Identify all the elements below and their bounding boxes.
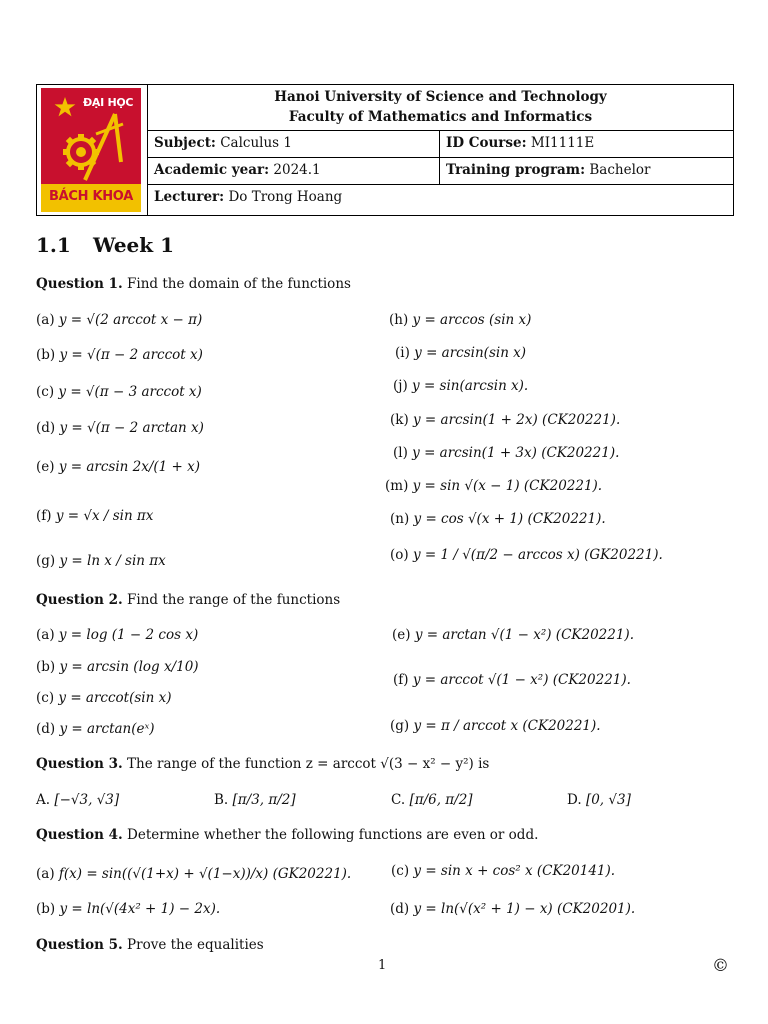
logo-cell (37, 85, 148, 215)
question-3-text: The range of the function z = arccot √(3 − x² − y²) is (127, 756, 490, 772)
academic-year-label: Academic year: (154, 162, 270, 178)
subject-label: Subject: (154, 135, 216, 151)
question-1-heading (36, 276, 351, 292)
training-program-label: Training program: (446, 162, 586, 178)
q1-item-j: (j) y = sin(arcsin x). (393, 378, 529, 394)
q2-item-c: (c) y = arccot(sin x) (36, 690, 172, 706)
q4-item-b: (b) y = ln(√(4x² + 1) − 2x). (36, 901, 221, 917)
section-title (36, 233, 174, 257)
q4-item-d: (d) y = ln(√(x² + 1) − x) (CK20201). (390, 901, 636, 917)
question-3-label: Question 3. (36, 756, 123, 772)
section-name: Week 1 (93, 233, 175, 257)
q2-item-b: (b) y = arcsin (log x/10) (36, 659, 199, 675)
lecturer-label: Lecturer: (154, 189, 225, 205)
q1-item-h: (h) y = arccos (sin x) (389, 312, 532, 328)
lecturer-value: Do Trong Hoang (228, 189, 343, 205)
q1-item-d: (d) y = √(π − 2 arctan x) (36, 420, 204, 436)
copyright-icon: © (712, 956, 729, 976)
logo-bottom-band (41, 184, 141, 212)
q3-option-a: A. [−√3, √3] (36, 792, 120, 808)
q1-item-c: (c) y = √(π − 3 arccot x) (36, 384, 202, 400)
question-5-label: Question 5. (36, 937, 123, 953)
question-3-heading (36, 756, 489, 772)
university-name: Hanoi University of Science and Technology (274, 89, 607, 105)
course-id-cell (446, 135, 594, 151)
academic-year-value: 2024.1 (273, 162, 321, 178)
lecturer-row (148, 185, 733, 212)
subject-row (148, 131, 733, 158)
question-4-heading (36, 827, 538, 843)
q1-item-l: (l) y = arcsin(1 + 3x) (CK20221). (393, 445, 620, 461)
q3-option-b: B. [π/3, π/2] (214, 792, 296, 808)
training-program-value: Bachelor (589, 162, 651, 178)
course-id-value: MI1111E (530, 135, 595, 151)
question-2-text: Find the range of the functions (127, 592, 341, 608)
lecturer-cell (154, 189, 342, 205)
q2-item-g: (g) y = π / arccot x (CK20221). (390, 718, 601, 734)
q1-item-i: (i) y = arcsin(sin x) (395, 345, 527, 361)
q1-item-f: (f) y = √x / sin πx (36, 508, 154, 524)
logo-bottom-text: BÁCH KHOA (49, 189, 133, 204)
q4-item-c: (c) y = sin x + cos² x (CK20141). (391, 863, 616, 879)
course-id-label: ID Course: (446, 135, 527, 151)
q2-item-a: (a) y = log (1 − 2 cos x) (36, 627, 199, 643)
question-5-text: Prove the equalities (127, 937, 264, 953)
q1-item-g: (g) y = ln x / sin πx (36, 553, 166, 569)
question-1-text: Find the domain of the functions (127, 276, 351, 292)
q2-item-e: (e) y = arctan √(1 − x²) (CK20221). (392, 627, 634, 643)
academic-year-cell (154, 162, 321, 178)
q1-item-e: (e) y = arcsin 2x/(1 + x) (36, 459, 201, 475)
q1-item-m: (m) y = sin √(x − 1) (CK20221). (385, 478, 603, 494)
page-number: 1 (378, 958, 387, 973)
question-2-heading (36, 592, 340, 608)
section-number: 1.1 (36, 233, 71, 257)
question-2-label: Question 2. (36, 592, 123, 608)
training-program-cell (446, 162, 651, 178)
question-1-label: Question 1. (36, 276, 123, 292)
faculty-name: Faculty of Mathematics and Informatics (288, 109, 593, 125)
course-header-table (36, 84, 734, 216)
q2-item-d: (d) y = arctan(eˣ) (36, 721, 155, 737)
university-logo (41, 88, 141, 212)
q1-item-k: (k) y = arcsin(1 + 2x) (CK20221). (390, 412, 621, 428)
q1-item-n: (n) y = cos √(x + 1) (CK20221). (390, 511, 606, 527)
q1-item-a: (a) y = √(2 arccot x − π) (36, 312, 203, 328)
question-4-label: Question 4. (36, 827, 123, 843)
question-4-text: Determine whether the following functions are even or odd. (127, 827, 539, 843)
q3-option-c: C. [π/6, π/2] (391, 792, 473, 808)
logo-top-text: ĐẠI HỌC (83, 96, 134, 109)
subject-value: Calculus 1 (220, 135, 292, 151)
q3-option-d: D. [0, √3] (567, 792, 631, 808)
university-block (148, 85, 733, 131)
year-row (148, 158, 733, 185)
q1-item-o: (o) y = 1 / √(π/2 − arccos x) (GK20221). (390, 547, 663, 563)
subject-cell (154, 135, 292, 151)
q2-item-f: (f) y = arccot √(1 − x²) (CK20221). (393, 672, 631, 688)
q4-item-a: (a) f(x) = sin((√(1+x) + √(1−x))/x) (GK20221). (36, 866, 352, 882)
question-5-heading (36, 937, 264, 953)
q1-item-b: (b) y = √(π − 2 arccot x) (36, 347, 203, 363)
